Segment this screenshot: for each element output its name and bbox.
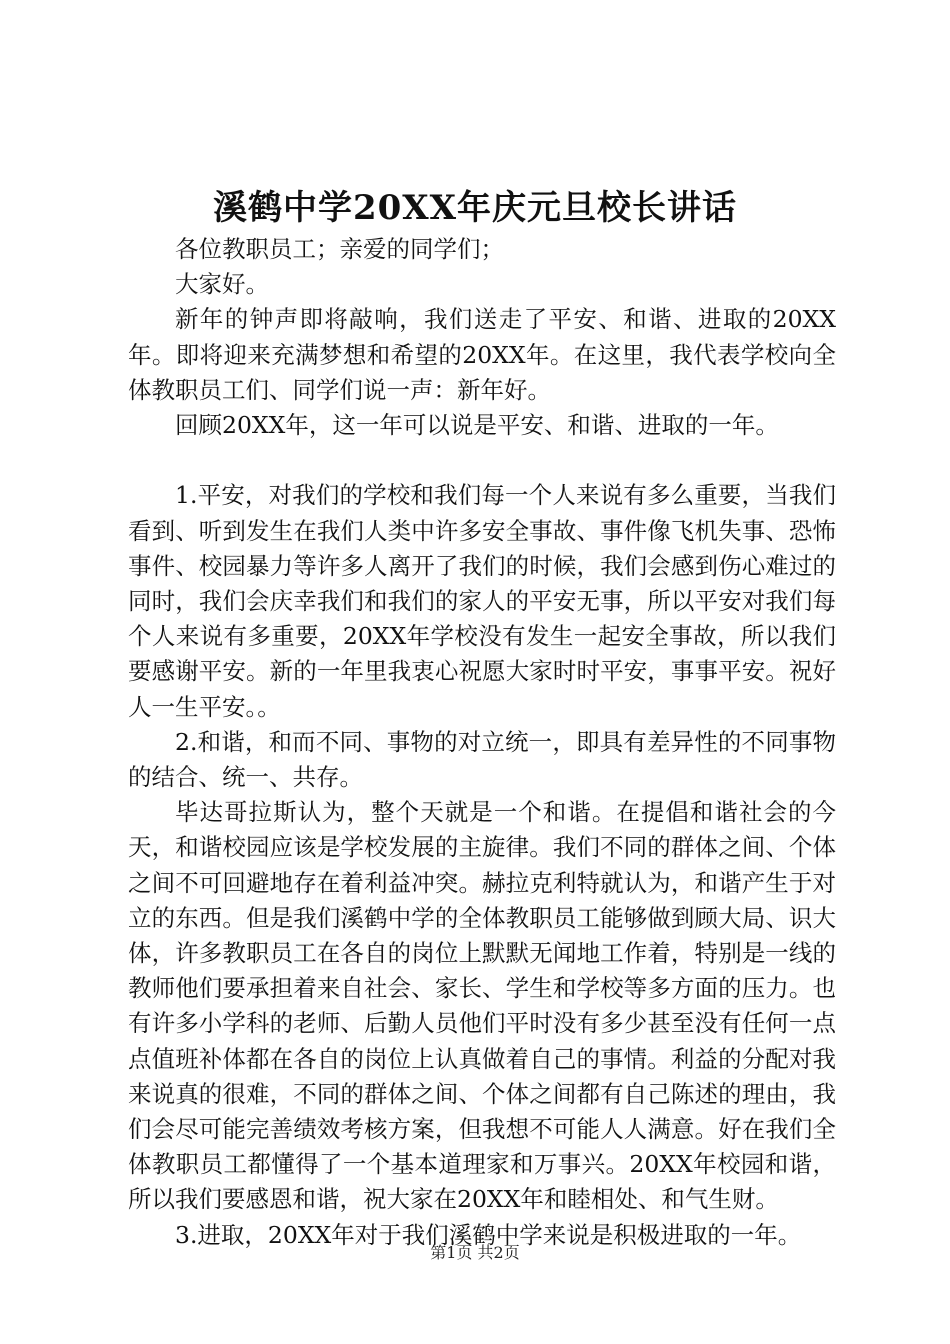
greeting-paragraph: 大家好。	[175, 270, 269, 299]
body-paragraph: 1.平安，对我们的学校和我们每一个人来说有多么重要，当我们看到、听到发生在我们人类中许多安全事故、事件像飞机失事、恐怖事件、校园暴力等许多人离开了我们的时候，我们会感到伤心难过的同时，我们会庆幸我们和我们的家人的平安无事，所以平安对我们每个人来说有多重要，20XX年学校没有发生一起安全事故，所以我们要感谢平安。新的一年里我衷心祝愿大家时时平安，事事平安。祝好人一生平安。。	[128, 481, 836, 721]
document-body	[128, 232, 836, 1253]
body-paragraph: 2.和谐，和而不同、事物的对立统一，即具有差异性的不同事物的结合、统一、共存。	[128, 727, 836, 792]
document-title: 溪鹤中学20XX年庆元旦校长讲话	[212, 188, 738, 228]
body-paragraph: 回顾20XX年，这一年可以说是平安、和谐、进取的一年。	[175, 411, 779, 440]
salutation-paragraph: 各位教职员工；亲爱的同学们；	[175, 235, 504, 263]
page-footer: 第1页 共2页	[430, 1243, 520, 1262]
body-paragraph: 毕达哥拉斯认为，整个天就是一个和谐。在提倡和谐社会的今天，和谐校园应该是学校发展的主旋律。我们不同的群体之间、个体之间不可回避地存在着利益冲突。赫拉克利特就认为，和谐产生于对立的东西。但是我们溪鹤中学的全体教职员工能够做到顾大局、识大体，许多教职员工在各自的岗位上默默无闻地工作着，特别是一线的教师他们要承担着来自社会、家长、学生和学校等多方面的压力。也有许多小学科的老师、后勤人员他们平时没有多少甚至没有任何一点点值班补体都在各自的岗位上认真做着自己的事情。利益的分配对我来说真的很难，不同的群体之间、个体之间都有自己陈述的理由，我们会尽可能完善绩效考核方案，但我想不可能人人满意。好在我们全体教职员工都懂得了一个基本道理家和万事兴。20XX年校园和谐，所以我们要感恩和谐，祝大家在20XX年和睦相处、和气生财。	[128, 798, 836, 1214]
body-paragraph: 3.进取，20XX年对于我们溪鹤中学来说是积极进取的一年。	[175, 1220, 802, 1249]
paragraph-spacer	[128, 443, 836, 478]
body-paragraph: 新年的钟声即将敲响，我们送走了平安、和谐、进取的20XX年。即将迎来充满梦想和希望的20XX年。在这里，我代表学校向全体教职员工们、同学们说一声：新年好。	[128, 305, 836, 404]
